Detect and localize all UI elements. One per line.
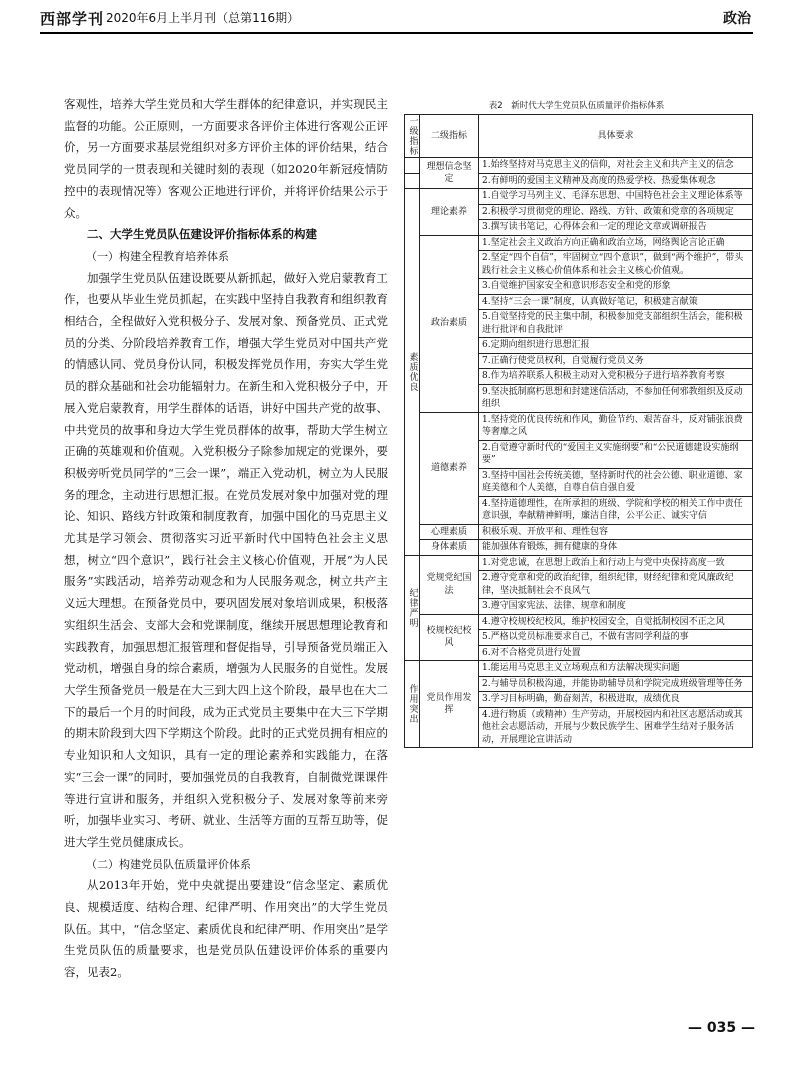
requirement-cell: 1.自觉学习马列主义、毛泽东思想、中国特色社会主义理论体系等 — [479, 189, 753, 205]
requirement-cell: 2.有鲜明的爱国主义精神及高度的热爱学校、热爱集体观念 — [479, 173, 753, 189]
requirement-cell: 3.学习目标明确，勤奋刻苦，积极进取，成绩优良 — [479, 692, 753, 708]
requirement-cell: 4.遵守校规校纪校风，维护校园安全，自觉抵制校园不正之风 — [479, 614, 753, 630]
level1-cell: 素质优良 — [405, 189, 420, 556]
table-row — [405, 235, 753, 251]
requirement-cell: 5.严格以党员标准要求自己，不做有害同学利益的事 — [479, 630, 753, 646]
requirement-cell: 1.始终坚持对马克思主义的信仰，对社会主义和共产主义的信念 — [479, 158, 753, 174]
level2-cell: 政治素质 — [420, 235, 479, 412]
section-name: 政治 — [723, 11, 751, 27]
level2-cell: 理想信念坚定 — [420, 158, 479, 189]
requirement-cell: 3.撰写读书笔记，心得体会和一定的理论文章或调研报告 — [479, 220, 753, 236]
requirement-cell: 2.坚定“四个自信”，牢固树立“四个意识”，做到“两个维护”，带头践行社会主义核心价值体系和社会主义核心价值观。 — [479, 251, 753, 279]
evaluation-index-table — [404, 114, 753, 748]
header-requirement: 具体要求 — [479, 115, 753, 158]
requirement-cell: 3.遵守国家宪法、法律、规章和制度 — [479, 599, 753, 615]
page-header — [40, 8, 753, 34]
table-caption: 表2 新时代大学生党员队伍质量评价指标体系 — [488, 101, 665, 111]
requirement-cell: 能加强体育锻炼，拥有健康的身体 — [479, 540, 753, 556]
table-row — [405, 661, 753, 677]
header-level2: 二级指标 — [420, 115, 479, 158]
level2-cell: 理论素养 — [420, 189, 479, 236]
requirement-cell: 4.坚持“三会一课”制度，认真做好笔记，积极建言献策 — [479, 294, 753, 310]
subsection-heading: （一）构建全程教育培养体系 — [86, 249, 229, 263]
level1-cell: 纪律严明 — [405, 555, 420, 661]
requirement-cell: 2.自觉遵守新时代的“爱国主义实施纲要”和“公民道德建设实施纲要” — [479, 440, 753, 468]
section-heading: 二、大学生党员队伍建设评价指标体系的构建 — [87, 227, 317, 242]
level2-cell: 党员作用发挥 — [420, 661, 479, 748]
page-number: — 035 — — [688, 1020, 755, 1036]
requirement-cell: 3.自觉维护国家安全和意识形态安全和党的形象 — [479, 279, 753, 295]
requirement-cell: 5.自觉坚持党的民主集中制，积极参加党支部组织生活会，能积极进行批评和自我批评 — [479, 310, 753, 338]
requirement-cell: 4.进行物质（或精神）生产劳动，开展校园内和社区志愿活动或其他社会志愿活动，开展与少数民族学生、困难学生结对子服务活动，开展理论宣讲活动 — [479, 707, 753, 748]
table-header-row — [405, 115, 753, 158]
header-level1: 一级指标 — [405, 115, 420, 158]
level2-cell: 党规党纪国法 — [420, 555, 479, 614]
requirement-cell: 7.正确行使党员权利，自觉履行党员义务 — [479, 353, 753, 369]
requirement-cell: 1.坚定社会主义政治方向正确和政治立场，网络舆论言论正确 — [479, 235, 753, 251]
level2-cell: 校规校纪校风 — [420, 614, 479, 661]
level2-cell: 心理素质 — [420, 524, 479, 540]
paragraph: 加强学生党员队伍建设既要从新抓起，做好入党启蒙教育工作，也要从毕业生党员抓起，在实践中坚持自我教育和组织教育相结合，全程做好入党积极分子、发展对象、预备党员、正式党员的分类、分阶段培养教育工作，增强大学生党员对中国共产党的情感认同、党员身份认同，积极发挥党员作用，夯实大学生党员的群众基础和社会功能辐射力。在新生和入党积极分子中，开展入党启蒙教育，用学生群体的话语，讲好中国共产党的故事、中共党员的故事和身边大学生党员群体的故事，帮助大学生树立正确的英雄观和价值观。入党积极分子除参加规定的党课外，要积极旁听党员同学的“三会一课”，端正入党动机，树立为人民服务的理念，主动进行思想汇报。在党员发展对象中加强对党的理论、知识、路线方针政策和制度教育，加强中国化的马克思主义尤其是学习领会、贯彻落实习近平新时代中国特色社会主义思想，树立“四个意识”，践行社会主义核心价值观，开展“为人民服务”实践活动，培养劳动观念和为人民服务观念，树立共产主义远大理想。在预备党员中，要巩固发展对象培训成果，积极落实组织生活会、支部大会和党课制度，继续开展思想理论教育和实践教育，加强思想汇报管理和督促指导，引导预备党员端正入党动机，增强自身的综合素质，增强为人民服务的自觉性。发展大学生预备党员一般是在大三到大四上这个阶段，最早也在大二下的最后一个月的时间段，成为正式党员主要集中在大三下学期的期末阶段到大四下学期这个阶段。此时的正式党员拥有相应的专业知识和人文知识，具有一定的理论素养和实践能力，在落实“三会一课”的同时，要加强党员的自我教育，自制微党课课件等进行宣讲和服务，并组织入党积极分子、发展对象等前来旁听，加强毕业实习、考研、就业、生活等方面的互帮互助等，促进大学生党员健康成长。 — [64, 270, 388, 849]
requirement-cell: 9.坚决抵制腐朽思想和封建迷信活动，不参加任何邪教组织及反动组织 — [479, 384, 753, 412]
body-text-column — [64, 94, 388, 984]
requirement-cell: 3.坚持中国社会传统美德，坚持新时代的社会公德、职业道德、家庭美德和个人美德，自尊自信自强自爱 — [479, 468, 753, 496]
requirement-cell: 2.遵守党章和党的政治纪律，组织纪律，财经纪律和党风廉政纪律，坚决抵制社会不良风气 — [479, 571, 753, 599]
issue-info: 2020年6月上半月刊（总第116期） — [106, 11, 300, 25]
requirement-cell: 8.作为培养联系人积极主动对入党积极分子进行培养教育考察 — [479, 369, 753, 385]
requirement-cell: 1.能运用马克思主义立场观点和方法解决现实问题 — [479, 661, 753, 677]
paragraph: 客观性，培养大学生党员和大学生群体的纪律意识，并实现民主监督的功能。公正原则，一方面要求各评价主体进行客观公正评价，另一方面要求基层党组织对多方评价主体的评价结果，结合党员同学的一贯表现和关键时刻的表现（如2020年新冠疫情防控中的表现情况等）客观公正地进行评价，并将评价结果公示于众。 — [64, 97, 388, 220]
table-row — [405, 189, 753, 205]
table-row — [405, 555, 753, 571]
journal-logo: 西部学刊 — [40, 10, 105, 28]
level1-cell: 作用突出 — [405, 661, 420, 748]
requirement-cell: 1.坚持党的优良传统和作风，勤俭节约、艰苦奋斗，反对铺张浪费等奢靡之风 — [479, 412, 753, 440]
table-row — [405, 540, 753, 556]
table-row — [405, 614, 753, 630]
requirement-cell: 积极乐观、开放平和、理性包容 — [479, 524, 753, 540]
table-row — [405, 524, 753, 540]
requirement-cell: 6.定期向组织进行思想汇报 — [479, 338, 753, 354]
requirement-cell: 4.坚持道德理性，在所承担的班级、学院和学校的相关工作中责任意识强，奉献精神鲜明，廉洁自律，公平公正、诚实守信 — [479, 496, 753, 524]
level2-cell: 身体素质 — [420, 540, 479, 556]
requirement-cell: 2.与辅导员积极沟通，并能协助辅导员和学院完成班级管理等任务 — [479, 676, 753, 692]
requirement-cell: 2.积极学习贯彻党的理论、路线、方针、政策和党章的各项规定 — [479, 204, 753, 220]
requirement-cell: 6.对不合格党员进行处置 — [479, 645, 753, 661]
subsection-heading: （二）构建党员队伍质量评价体系 — [86, 857, 251, 871]
level1-cell — [405, 158, 420, 174]
level2-cell: 道德素养 — [420, 412, 479, 524]
requirement-cell: 1.对党忠诚，在思想上政治上和行动上与党中央保持高度一致 — [479, 555, 753, 571]
table-row — [405, 158, 753, 174]
table-row — [405, 412, 753, 440]
paragraph: 从2013年开始，党中央就提出要建设“信念坚定、素质优良、规模适度、结构合理、纪律严明、作用突出”的大学生党员队伍。其中，“信念坚定、素质优良和纪律严明、作用突出”是学生党员队伍的质量要求，也是党员队伍建设评价体系的重要内容，见表2。 — [64, 878, 388, 980]
